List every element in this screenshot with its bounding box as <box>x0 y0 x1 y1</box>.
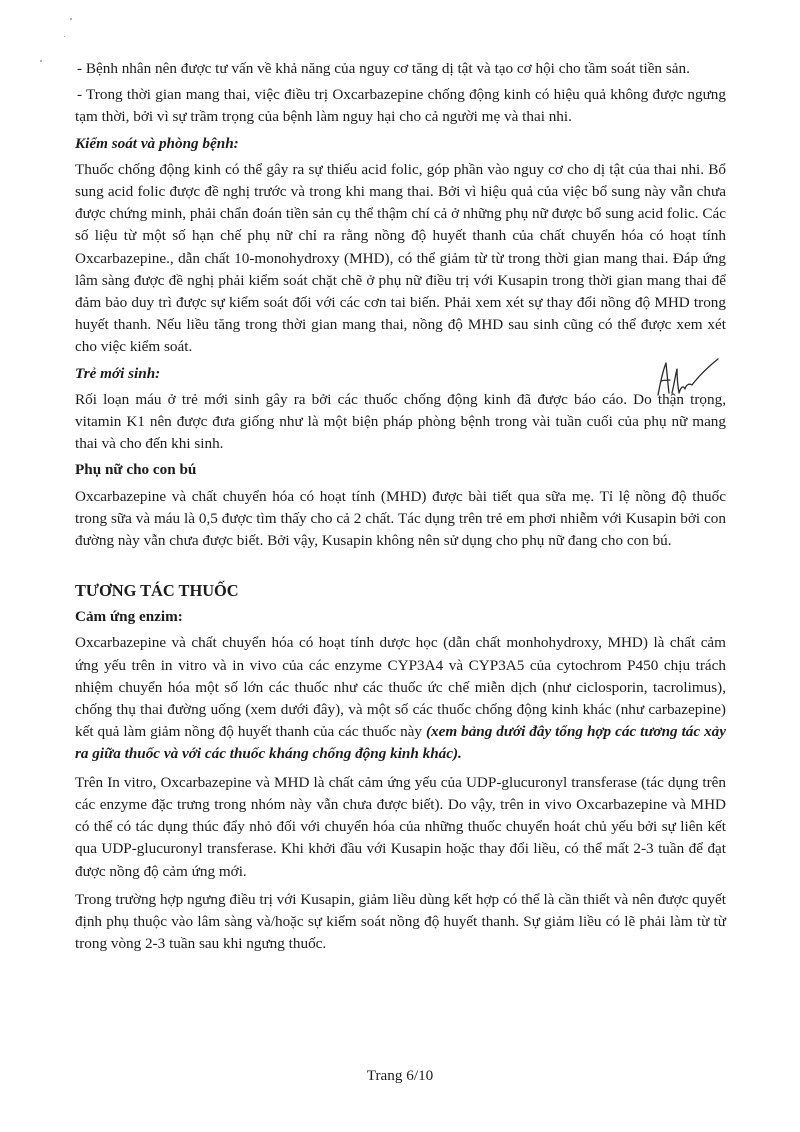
handwritten-signature <box>652 355 722 401</box>
paragraph-folic-acid: Thuốc chống động kinh có thể gây ra sự thiếu acid folic, góp phần vào nguy cơ cho dị tật của thai nhi. Bổ sung acid folic được đề nghị trước và trong khi mang thai. Bởi vì hiệu quả của việc bổ sung này vẫn chưa được chứng minh, phải chẩn đoán tiền sản cụ thể thậm chí cả ở những phụ nữ được bổ sung acid folic. Các số liệu từ một số hạn chế phụ nữ chỉ ra rằng nồng độ huyết thanh của chất chuyển hóa có hoạt tính Oxcarbazepine., dẫn chất 10-monohydroxy (MHD), có thể giảm từ từ trong thời gian mang thai. Đáp ứng lâm sàng được đề nghị phải kiểm soát chặt chẽ ở phụ nữ điều trị với Kusapin trong thời gian mang thai để đảm bảo duy trì được sự kiểm soát đối với các cơn tai biến. Phải xem xét sự thay đổi nồng độ MHD trong huyết thanh. Nếu liều tăng trong thời gian mang thai, nồng độ MHD sau sinh cũng có thể được xem xét cho việc kiểm soát. <box>75 160 726 356</box>
scan-speck <box>64 36 65 37</box>
paragraph-enzyme-induction <box>75 632 726 765</box>
heading-enzyme-induction: Cảm ứng enzim: <box>75 608 183 626</box>
heading-control-prevention: Kiểm soát và phòng bệnh: <box>75 134 239 152</box>
paragraph-counseling: - Bệnh nhân nên được tư vấn về khả năng của nguy cơ tăng dị tật và tạo cơ hội cho tầm soát tiền sản. <box>77 60 690 77</box>
paragraph-newborn: Rối loạn máu ở trẻ mới sinh gây ra bởi các thuốc chống động kinh đã được báo cáo. Do thận trọng, vitamin K1 nên được đưa giống như là một biện pháp phòng bệnh trong vài tuần cuối của phụ nữ mang thai và cho đến khi sinh. <box>75 390 726 453</box>
paragraph-enzyme-induction-note: (xem bảng dưới đây tổng hợp các tương tác xảy ra giữa thuốc và với các thuốc kháng chống động kinh khác). <box>75 723 726 763</box>
heading-newborn: Trẻ mới sinh: <box>75 364 161 382</box>
paragraph-udp-glucuronyl: Trên In vitro, Oxcarbazepine và MHD là chất cảm ứng yếu của UDP-glucuronyl transferase (tác dụng trên các enzyme đặc trưng trong nhóm này vẫn chưa được biết). Do vậy, trên in vivo Oxcarbazepine và MHD có thể có tác dụng thúc đẩy nhỏ đối với chuyển hóa của những thuốc chuyển hoát chủ yếu bởi sự liên kết qua UDP-glucuronyl transferase. Khi khởi đầu với Kusapin hoặc thay đổi liều, có thể mất 2-3 tuần để đạt được nồng độ cảm ứng mới. <box>75 773 726 880</box>
heading-breastfeeding: Phụ nữ cho con bú <box>75 461 197 479</box>
paragraph-pregnancy-treatment: - Trong thời gian mang thai, việc điều trị Oxcarbazepine chống động kinh có hiệu quả không được ngưng tạm thời, bởi vì sự trầm trọng của bệnh làm nguy hại cho cả người mẹ và thai nhi. <box>75 86 726 126</box>
paragraph-breastfeeding: Oxcarbazepine và chất chuyển hóa có hoạt tính (MHD) được bài tiết qua sữa mẹ. Tỉ lệ nồng độ thuốc trong sữa và máu là 0,5 được tìm thấy cho cả 2 chất. Tác dụng trên trẻ em phơi nhiễm với Kusapin bởi con đường này vẫn chưa được biết. Bởi vậy, Kusapin không nên sử dụng cho phụ nữ đang cho con bú. <box>75 487 726 550</box>
section-title-drug-interactions: TƯƠNG TÁC THUỐC <box>75 581 239 601</box>
scan-speck <box>40 60 42 62</box>
page-number: Trang 6/10 <box>366 1067 434 1084</box>
page-body <box>75 58 726 955</box>
scan-speck <box>70 18 72 20</box>
paragraph-enzyme-induction-text: Oxcarbazepine và chất chuyển hóa có hoạt tính dược học (dẫn chất monhohydroxy, MHD) là chất cảm ứng yếu trên in vitro và in vivo của các enzyme CYP3A4 và CYP3A5 của cytochrom P450 chịu trách nhiệm chuyển hóa một số lớn các thuốc như các thuốc ức chế miễn dịch (như ciclosporin, tacrolimus), chống thụ thai đường uống (xem dưới đây), và một số các thuốc chống động kinh khác (như carbazepine) kết quả làm giảm nồng độ huyết thanh của các thuốc này <box>75 634 726 741</box>
paragraph-discontinuation: Trong trường hợp ngưng điều trị với Kusapin, giảm liều dùng kết hợp có thể là cần thiết và nên được quyết định phụ thuộc vào lâm sàng và/hoặc sự kiểm soát nồng độ huyết thanh. Sự giảm liều có lẽ phải làm từ từ trong vòng 2-3 tuần sau khi ngưng thuốc. <box>75 890 726 953</box>
